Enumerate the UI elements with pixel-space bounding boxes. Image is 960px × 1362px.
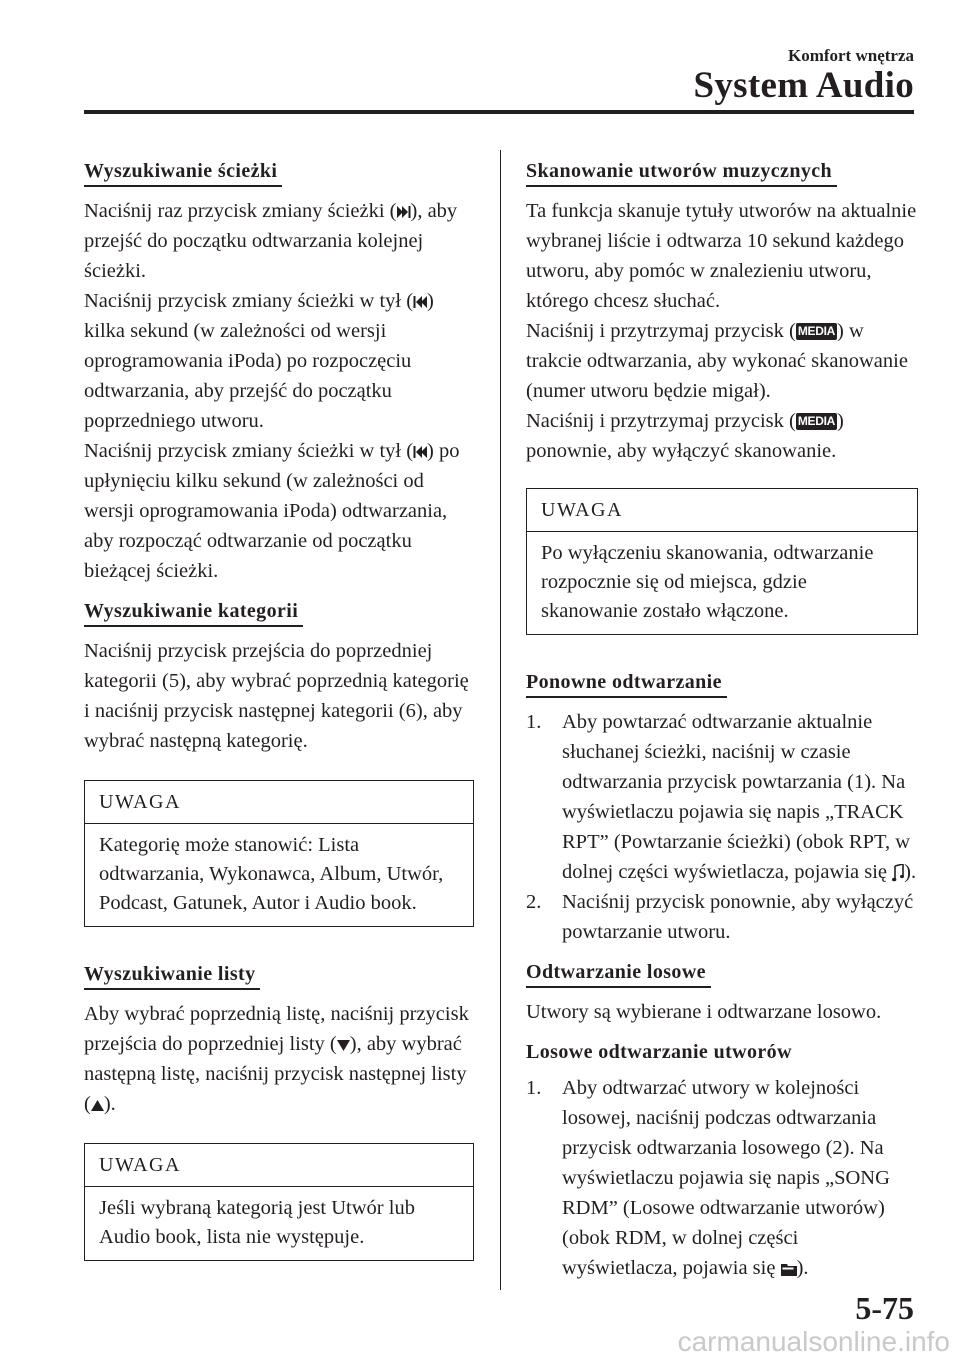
list-item: 2. Naciśnij przycisk ponownie, aby wyłączyć powtarzanie utworu.	[526, 891, 914, 943]
left-column	[84, 160, 474, 1297]
track-search-heading: Wyszukiwanie ścieżki	[84, 160, 282, 187]
repeat-steps	[526, 707, 918, 947]
note-body: Jeśli wybraną kategorią jest Utwór lub Audio book, lista nie występuje.	[99, 1197, 415, 1248]
track-search-paragraph: Naciśnij raz przycisk zmiany ścieżki ( ), aby przejść do początku odtwarzania kolejnej ścieżki. Naciśnij przycisk zmiany ścieżki w tył ( ) kilka sekund (w zależności od wersji oprogramowania iPoda) po rozpoczęciu odtwarzania, aby przejść do początku poprzedniego utworu. Naciśnij przycisk zmiany ścieżki w tył ( ) po upłynięciu kilku sekund (w zależności od wersji oprogramowania iPoda) odtwarzania, aby rozpocząć odtwarzanie od początku bieżącej ścieżki.	[84, 200, 460, 582]
list-search-heading: Wyszukiwanie listy	[84, 963, 260, 990]
note-body: Po wyłączeniu skanowania, odtwarzanie rozpocznie się od miejsca, gdzie skanowanie zostało włączone.	[541, 542, 874, 622]
category-search-heading: Wyszukiwanie kategorii	[84, 600, 303, 627]
column-divider	[500, 150, 501, 1290]
repeat-heading: Ponowne odtwarzanie	[526, 671, 727, 698]
scan-paragraph: Ta funkcja skanuje tytuły utworów na aktualnie wybranej liście i odtwarza 10 sekund każdego utworu, aby pomóc w znalezieniu utworu, którego chcesz słuchać. Naciśnij i przytrzymaj przycisk ( MEDIA) w trakcie odtwarzania, aby wykonać skanowanie (numer utworu będzie migał). Naciśnij i przytrzymaj przycisk ( MEDIA) ponownie, aby wyłączyć skanowanie.	[526, 200, 917, 462]
list-item: 1. Aby odtwarzać utwory w kolejności losowej, naciśnij podczas odtwarzania przycisk odtwarzania losowego (2). Na wyświetlaczu pojawia się napis „SONG RDM” (Losowe odtwarzanie utworów) (obok RDM, w dolnej części wyświetlacza, pojawia się ).	[526, 1077, 890, 1279]
list-search-paragraph: Aby wybrać poprzednią listę, naciśnij przycisk przejścia do poprzedniej listy ( ), aby wybrać następną listę, naciśnij przycisk następnej listy ( ).	[84, 1003, 469, 1115]
down-arrow-icon	[337, 1039, 350, 1052]
category-search-paragraph: Naciśnij przycisk przejścia do poprzedniej kategorii (5), aby wybrać poprzednią kategorię i naciśnij przycisk następnej kategorii (6), aby wybrać następną kategorię.	[84, 640, 469, 752]
category-note	[84, 780, 474, 927]
watermark: carmanualsonline.info	[677, 1326, 950, 1357]
media-button-icon: MEDIA	[797, 324, 835, 338]
section-label: Komfort wnętrza	[787, 46, 914, 65]
random-section	[526, 961, 918, 1283]
note-title: UWAGA	[85, 1144, 473, 1187]
scan-note	[526, 488, 918, 635]
scan-heading: Skanowanie utworów muzycznych	[526, 160, 837, 187]
header-rule	[84, 110, 914, 114]
up-arrow-icon	[91, 1099, 104, 1112]
previous-track-icon	[413, 295, 427, 309]
folder-icon	[781, 1261, 797, 1277]
track-search-section	[84, 160, 474, 586]
next-track-icon	[397, 205, 411, 219]
scan-section	[526, 160, 918, 635]
note-body: Kategorię może stanowić: Lista odtwarzania, Wykonawca, Album, Utwór, Podcast, Gatunek, Autor i Audio book.	[99, 834, 444, 914]
media-button-icon: MEDIA	[797, 414, 835, 428]
note-title: UWAGA	[85, 781, 473, 824]
list-note	[84, 1143, 474, 1261]
random-heading: Odtwarzanie losowe	[526, 961, 711, 988]
repeat-section	[526, 671, 918, 947]
list-item: 1. Aby powtarzać odtwarzanie aktualnie słuchanej ścieżki, naciśnij w czasie odtwarzania przycisk powtarzania (1). Na wyświetlaczu pojawia się napis „TRACK RPT” (Powtarzanie ścieżki) (obok RPT, w dolnej części wyświetlacza, pojawia się ).	[526, 711, 917, 883]
random-subheading: Losowe odtwarzanie utworów	[526, 1041, 792, 1063]
music-note-icon	[892, 864, 904, 882]
random-steps	[526, 1073, 918, 1283]
page-title: System Audio	[693, 65, 914, 106]
previous-track-icon	[413, 445, 427, 459]
category-search-section	[84, 600, 474, 927]
note-title: UWAGA	[527, 489, 917, 532]
page-number: 5-75	[855, 1290, 914, 1326]
random-paragraph: Utwory są wybierane i odtwarzane losowo.	[526, 1001, 882, 1023]
right-column	[526, 160, 918, 1297]
list-search-section	[84, 963, 474, 1261]
